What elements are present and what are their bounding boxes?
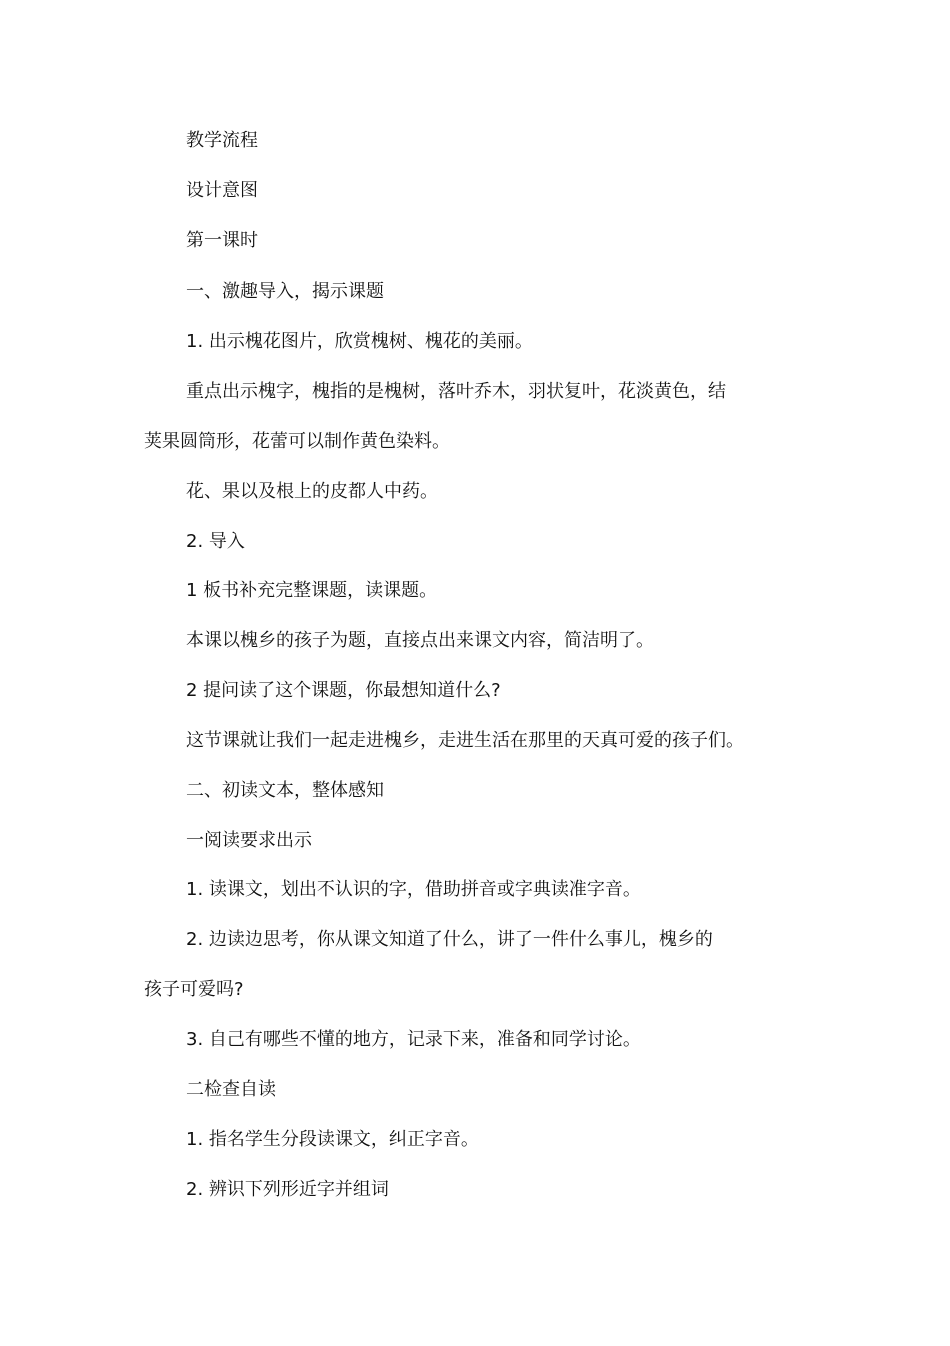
text-line: 3. 自己有哪些不懂的地方，记录下来，准备和同学讨论。: [186, 1029, 641, 1050]
text-line: 2. 辨识下列形近字并组词: [186, 1179, 389, 1200]
section-heading: 二、初读文本，整体感知: [186, 780, 384, 801]
text-line: 本课以槐乡的孩子为题，直接点出来课文内容，简洁明了。: [186, 630, 654, 651]
text-line: 重点出示槐字，槐指的是槐树，落叶乔木，羽状复叶，花淡黄色，结: [186, 381, 726, 402]
text-line: 二检查自读: [186, 1079, 276, 1100]
section-heading: 第一课时: [186, 230, 258, 251]
text-line: 一阅读要求出示: [186, 830, 312, 851]
text-line: 2. 导入: [186, 531, 245, 552]
text-line: 孩子可爱吗?: [144, 979, 244, 1000]
text-line: 荚果圆筒形，花蕾可以制作黄色染料。: [144, 431, 450, 452]
text-line: 花、果以及根上的皮都人中药。: [186, 481, 438, 502]
text-line: 1. 读课文，划出不认识的字，借助拼音或字典读准字音。: [186, 879, 641, 900]
text-line: 设计意图: [186, 180, 258, 201]
text-line: 教学流程: [186, 130, 258, 151]
text-line: 2 提问读了这个课题，你最想知道什么?: [186, 680, 501, 701]
text-line: 1. 出示槐花图片，欣赏槐树、槐花的美丽。: [186, 331, 533, 352]
section-heading: 一、激趣导入，揭示课题: [186, 281, 384, 302]
text-line: 1 板书补充完整课题，读课题。: [186, 580, 438, 601]
text-line: 1. 指名学生分段读课文，纠正字音。: [186, 1129, 479, 1150]
text-line: 这节课就让我们一起走进槐乡，走进生活在那里的天真可爱的孩子们。: [186, 730, 744, 751]
text-line: 2. 边读边思考，你从课文知道了什么，讲了一件什么事儿，槐乡的: [186, 929, 713, 950]
